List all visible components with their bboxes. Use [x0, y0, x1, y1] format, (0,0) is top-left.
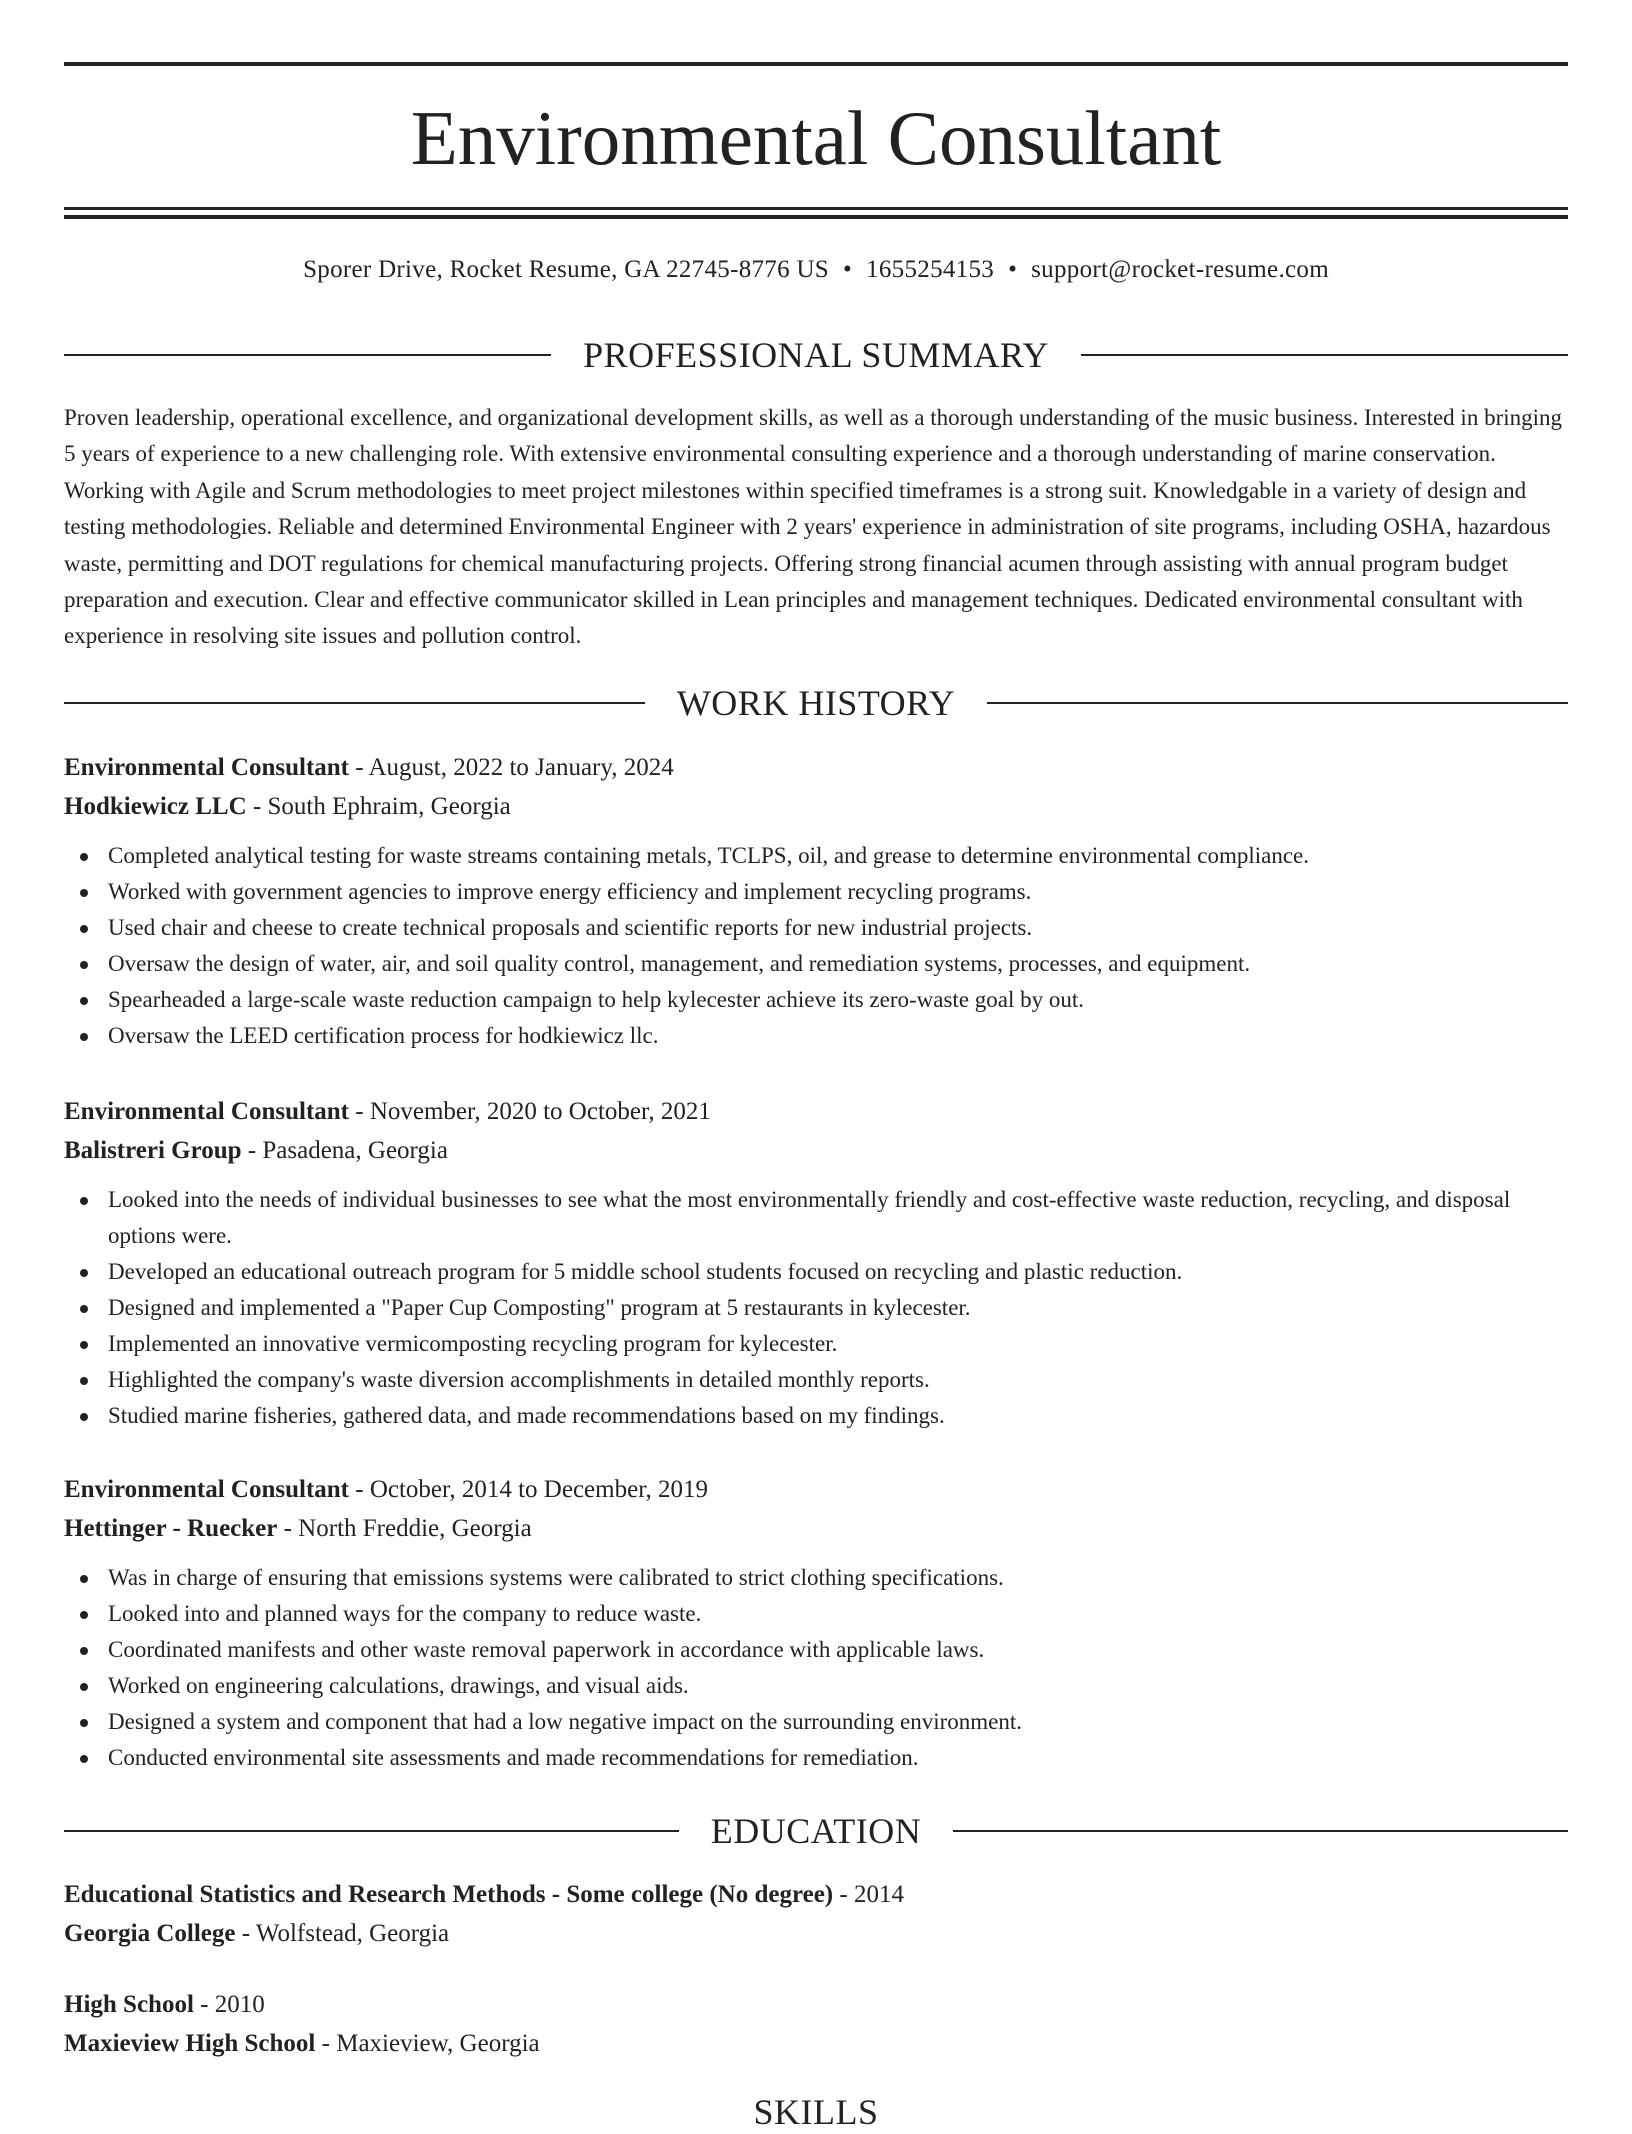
job-dates: - November, 2020 to October, 2021 — [349, 1098, 711, 1125]
header-top-rule — [64, 62, 1568, 66]
contact-email: support@rocket-resume.com — [1031, 256, 1329, 283]
job-entry — [64, 1092, 1568, 1434]
education-degree-line — [64, 1985, 1568, 2024]
job-title: Environmental Consultant — [64, 754, 350, 781]
job-dates: - August, 2022 to January, 2024 — [349, 754, 674, 781]
job-bullet: Highlighted the company's waste diversion accomplishments in detailed monthly reports. — [64, 1362, 1568, 1398]
job-bullet: Worked on engineering calculations, drawings, and visual aids. — [64, 1668, 1568, 1704]
job-company-line — [64, 1509, 1568, 1548]
contact-address: Sporer Drive, Rocket Resume, GA 22745-8776 US — [303, 256, 830, 283]
job-entry — [64, 1470, 1568, 1776]
job-company-line — [64, 1131, 1568, 1170]
education-degree: High School — [64, 1991, 194, 2018]
contact-separator: • — [843, 256, 853, 283]
summary-paragraph: Proven leadership, operational excellence, and organizational development skills, as well as a thorough understanding of the music business. Interested in bringing 5 years of experience to a new challenging role. With extensive environmental consulting experience and a thorough understanding of marine conservation. Working with Agile and Scrum methodologies to meet project milestones within specified timeframes is a strong suit. Knowledgable in a variety of design and testing methodologies. Reliable and determined Environmental Engineer with 2 years' experience in administration of site programs, including OSHA, hazardous waste, permitting and DOT regulations for chemical manufacturing projects. Offering strong financial acumen through assisting with annual program budget preparation and execution. Clear and effective communicator skilled in Lean principles and management techniques. Dedicated environmental consultant with experience in resolving site issues and pollution control. — [64, 405, 1563, 649]
contact-phone: 1655254153 — [866, 256, 995, 283]
section-header-summary — [64, 333, 1568, 377]
job-bullets — [64, 838, 1568, 1054]
job-bullet: Used chair and cheese to create technical proposals and scientific reports for new industrial projects. — [64, 910, 1568, 946]
job-bullet: Looked into the needs of individual businesses to see what the most environmentally friendly and cost-effective waste reduction, recycling, and disposal options were. — [64, 1182, 1568, 1254]
job-bullet: Conducted environmental site assessments and made recommendations for remediation. — [64, 1740, 1568, 1776]
job-title-line — [64, 1092, 1568, 1131]
section-rule — [64, 1830, 679, 1832]
job-bullet: Designed a system and component that had a low negative impact on the surrounding environment. — [64, 1704, 1568, 1740]
education-school: Maxieview High School — [64, 2030, 316, 2057]
job-title: Environmental Consultant — [64, 1476, 350, 1503]
education-school-line — [64, 1914, 1568, 1953]
job-bullet: Designed and implemented a "Paper Cup Composting" program at 5 restaurants in kylecester. — [64, 1290, 1568, 1326]
education-entry — [64, 1875, 1568, 1953]
education-degree-line — [64, 1875, 1568, 1914]
job-bullet: Worked with government agencies to improve energy efficiency and implement recycling programs. — [64, 874, 1568, 910]
job-location: - Pasadena, Georgia — [241, 1137, 448, 1164]
job-location: - North Freddie, Georgia — [277, 1515, 532, 1542]
contact-line — [64, 252, 1568, 288]
section-title: EDUCATION — [710, 1811, 922, 1851]
education-location: - Maxieview, Georgia — [315, 2030, 540, 2057]
section-title: WORK HISTORY — [676, 683, 956, 723]
education-entry — [64, 1985, 1568, 2063]
section-title: SKILLS — [753, 2092, 879, 2132]
job-company: Balistreri Group — [64, 1137, 242, 1164]
resume-title: Environmental Consultant — [410, 95, 1222, 181]
education-location: - Wolfstead, Georgia — [235, 1920, 450, 1947]
job-company: Hodkiewicz LLC — [64, 793, 247, 820]
education-school-line — [64, 2024, 1568, 2063]
section-rule — [953, 1830, 1568, 1832]
job-bullet: Oversaw the LEED certification process for hodkiewicz llc. — [64, 1018, 1568, 1054]
job-bullets — [64, 1182, 1568, 1434]
job-bullet: Spearheaded a large-scale waste reduction campaign to help kylecester achieve its zero-waste goal by out. — [64, 982, 1568, 1018]
job-bullet: Was in charge of ensuring that emissions systems were calibrated to strict clothing specifications. — [64, 1560, 1568, 1596]
job-company: Hettinger - Ruecker — [64, 1515, 278, 1542]
header-double-rule-lower — [64, 215, 1568, 219]
section-title: PROFESSIONAL SUMMARY — [583, 335, 1049, 375]
section-header-education — [64, 1809, 1568, 1853]
job-bullet: Implemented an innovative vermicomposting recycling program for kylecester. — [64, 1326, 1568, 1362]
section-rule — [64, 354, 551, 356]
section-rule — [64, 702, 645, 704]
job-bullet: Studied marine fisheries, gathered data, and made recommendations based on my findings. — [64, 1398, 1568, 1434]
education-year: - 2010 — [193, 1991, 265, 2018]
section-header-skills — [64, 2090, 1568, 2134]
header-double-rule-upper — [64, 207, 1568, 210]
job-location: - South Ephraim, Georgia — [246, 793, 511, 820]
contact-separator: • — [1008, 256, 1018, 283]
job-entry — [64, 748, 1568, 1054]
education-school: Georgia College — [64, 1920, 236, 1947]
job-bullet: Completed analytical testing for waste streams containing metals, TCLPS, oil, and grease to determine environmental compliance. — [64, 838, 1568, 874]
job-bullet: Looked into and planned ways for the company to reduce waste. — [64, 1596, 1568, 1632]
job-bullet: Developed an educational outreach program for 5 middle school students focused on recycling and plastic reduction. — [64, 1254, 1568, 1290]
job-dates: - October, 2014 to December, 2019 — [349, 1476, 709, 1503]
section-rule — [987, 702, 1568, 704]
education-year: - 2014 — [833, 1881, 904, 1908]
job-title: Environmental Consultant — [64, 1098, 350, 1125]
job-bullet: Coordinated manifests and other waste removal paperwork in accordance with applicable laws. — [64, 1632, 1568, 1668]
job-title-line — [64, 1470, 1568, 1509]
job-title-line — [64, 748, 1568, 787]
section-rule — [1081, 354, 1568, 356]
job-bullets — [64, 1560, 1568, 1776]
job-bullet: Oversaw the design of water, air, and soil quality control, management, and remediation systems, processes, and equipment. — [64, 946, 1568, 982]
section-header-work-history — [64, 681, 1568, 725]
education-degree: Educational Statistics and Research Methods - Some college (No degree) — [64, 1881, 834, 1908]
job-company-line — [64, 787, 1568, 826]
